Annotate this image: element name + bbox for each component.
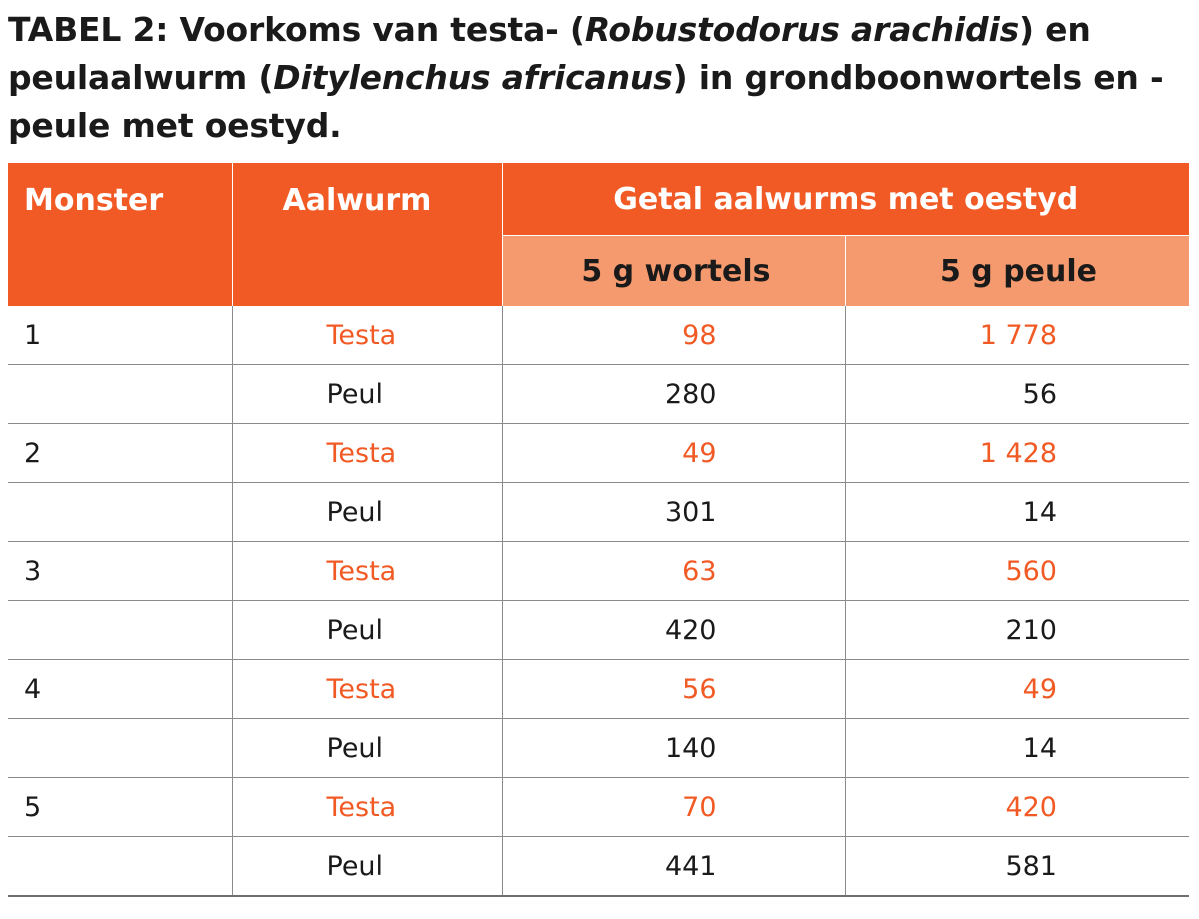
cell-monster <box>8 365 232 424</box>
cell-monster: 3 <box>8 542 232 601</box>
cell-monster <box>8 837 232 897</box>
cell-aalwurm: Peul <box>232 601 502 660</box>
header-group-getal-aalwurms: Getal aalwurms met oestyd <box>502 163 1189 236</box>
cell-wortels: 98 <box>502 306 845 365</box>
cell-wortels: 49 <box>502 424 845 483</box>
cell-wortels: 301 <box>502 483 845 542</box>
cell-aalwurm: Testa <box>232 778 502 837</box>
cell-wortels: 56 <box>502 660 845 719</box>
header-peule: 5 g peule <box>845 236 1189 307</box>
cell-monster: 4 <box>8 660 232 719</box>
cell-peule: 420 <box>845 778 1189 837</box>
cell-peule: 581 <box>845 837 1189 897</box>
cell-monster <box>8 601 232 660</box>
table-row <box>8 778 1189 837</box>
table-caption <box>8 6 1188 150</box>
table-row <box>8 542 1189 601</box>
table-row <box>8 719 1189 778</box>
cell-peule: 14 <box>845 483 1189 542</box>
header-wortels: 5 g wortels <box>502 236 845 307</box>
table-body <box>8 306 1189 896</box>
cell-monster: 5 <box>8 778 232 837</box>
cell-peule: 49 <box>845 660 1189 719</box>
cell-peule: 560 <box>845 542 1189 601</box>
cell-peule: 210 <box>845 601 1189 660</box>
cell-aalwurm: Testa <box>232 542 502 601</box>
table-row <box>8 601 1189 660</box>
cell-monster: 2 <box>8 424 232 483</box>
cell-wortels: 63 <box>502 542 845 601</box>
cell-aalwurm: Testa <box>232 306 502 365</box>
cell-wortels: 70 <box>502 778 845 837</box>
table-row <box>8 306 1189 365</box>
table-row <box>8 837 1189 897</box>
cell-aalwurm: Peul <box>232 837 502 897</box>
caption-suffix: ) in grondboonwortels en -peule met oestyd. <box>8 58 1164 145</box>
cell-wortels: 420 <box>502 601 845 660</box>
cell-peule: 1 428 <box>845 424 1189 483</box>
cell-aalwurm: Peul <box>232 719 502 778</box>
cell-aalwurm: Testa <box>232 424 502 483</box>
table-row <box>8 424 1189 483</box>
cell-peule: 1 778 <box>845 306 1189 365</box>
cell-monster: 1 <box>8 306 232 365</box>
table-row <box>8 660 1189 719</box>
caption-species-testa: Robustodorus arachidis <box>584 10 1020 49</box>
caption-middle: ) en peulaalwurm ( <box>8 10 1091 97</box>
cell-wortels: 140 <box>502 719 845 778</box>
cell-wortels: 441 <box>502 837 845 897</box>
table-header <box>8 163 1189 306</box>
table-row <box>8 365 1189 424</box>
cell-aalwurm: Peul <box>232 365 502 424</box>
cell-monster <box>8 719 232 778</box>
cell-peule: 56 <box>845 365 1189 424</box>
header-aalwurm: Aalwurm <box>232 163 502 306</box>
caption-prefix: TABEL 2: Voorkoms van testa- ( <box>8 10 585 49</box>
caption-species-peul: Ditylenchus africanus <box>273 58 673 97</box>
cell-aalwurm: Peul <box>232 483 502 542</box>
header-monster: Monster <box>8 163 232 306</box>
table-row <box>8 483 1189 542</box>
cell-aalwurm: Testa <box>232 660 502 719</box>
nematode-table <box>8 163 1189 897</box>
cell-wortels: 280 <box>502 365 845 424</box>
cell-monster <box>8 483 232 542</box>
cell-peule: 14 <box>845 719 1189 778</box>
